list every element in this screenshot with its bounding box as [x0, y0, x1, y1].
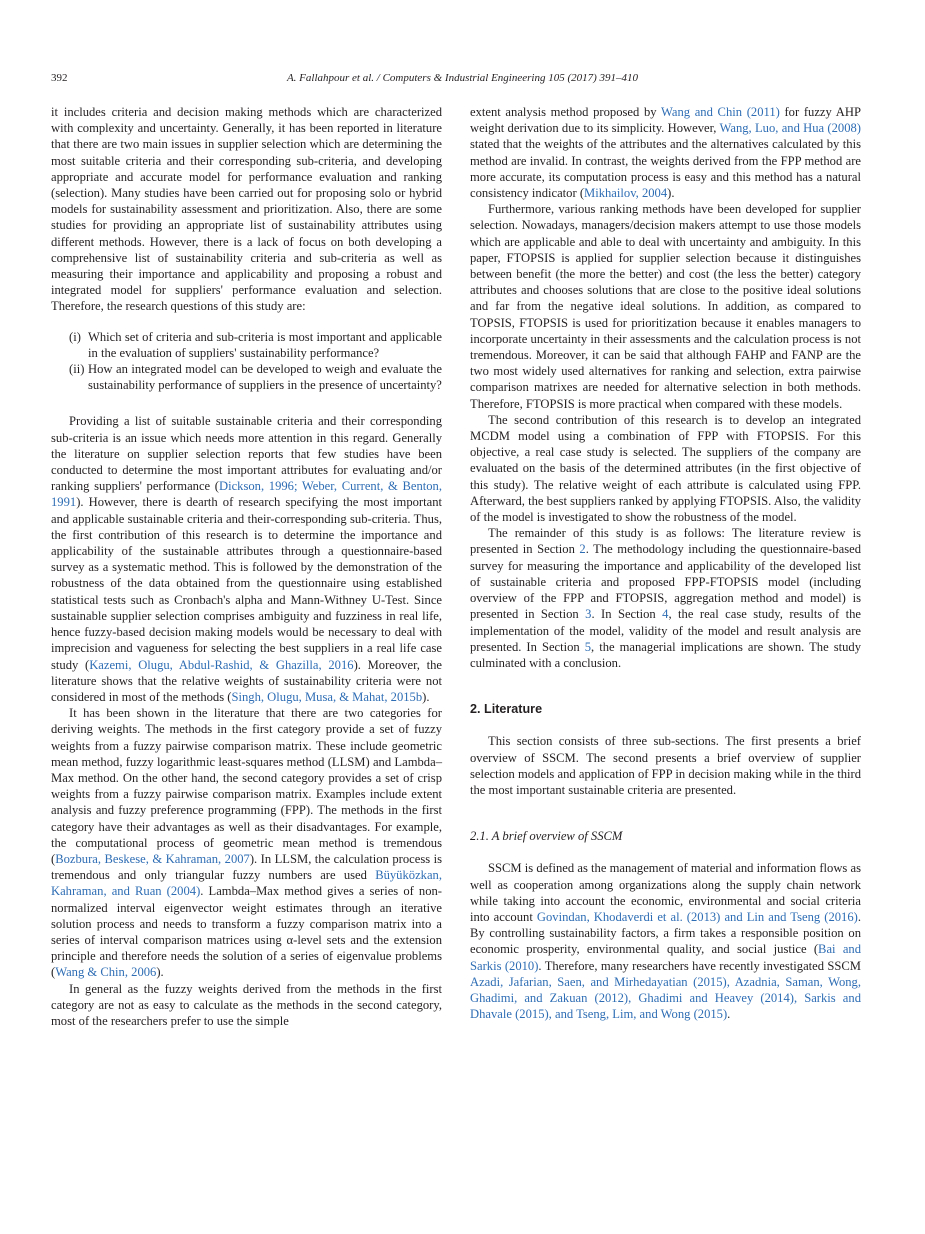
citation-link[interactable]: Bai and Sarkis (2010) [470, 942, 862, 973]
citation-link[interactable]: Büyüközkan, Kahraman, and Ruan (2004) [51, 868, 442, 899]
citation-link[interactable]: Kazemi, Olugu, Abdul-Rashid, & Ghazilla, 2016 [89, 657, 354, 672]
section-link[interactable]: 4 [662, 607, 669, 622]
research-questions [51, 329, 442, 394]
section-heading: 2. Literature [470, 702, 543, 717]
paragraph: Furthermore, various ranking methods have been developed for supplier selection. Nowadays, managers/decision makers attempt to use those models which are applicable and able to deal with uncertainty and ambiguity. In this paper, FTOPSIS is applied for supplier selection because it distinguishes between benefit (the more the better) and cost (the less the better) category attributes and chooses solutions that are close to the positive ideal solutions and far from the negative ideal solutions. In addition, as compared to TOPSIS, FTOPSIS is used for prioritization because it enables managers to incorporate uncertainty in their assessments and the calculation process is not tremendous. Moreover, it can be said that although FAHP and FANP are the two most widely used alternatives for ranking and selection, extra pairwise comparison matrixes are needed for alternative selection in both methods. Therefore, FTOPSIS is more practical when compared with these models. [470, 202, 861, 411]
paragraph: In general as the fuzzy weights derived from the methods in the first category are not as easy to calculate as the methods in the second category, most of the researchers prefer to use the simple [51, 981, 442, 1028]
paragraph: it includes criteria and decision making methods which are characterized with complexity and uncertainty. Generally, it has been reported in literature that there are two main issues in supplier selection which are determining the most suitable criteria and their corresponding sub-criteria, and developing appropriate and accurate model for performance evaluation and ranking (selection). Many studies have been carried out for proposing solo or hybrid models for sustainability assessment and prioritization. Also, there are some studies for providing an appropriate list of sustainability attributes using different methods. However, there is a lack of focus on both developing a comprehensive list of sustainability criteria and sub-criteria as well as measuring their importance and applicability and proposing a robust and integrated model for suppliers' performance evaluation and selection. Therefore, the research questions of this study are: [51, 105, 442, 314]
section-link[interactable]: 3 [585, 607, 592, 622]
citation-link[interactable]: Wang & Chin, 2006 [55, 965, 157, 980]
citation-link[interactable]: Wang and Chin (2011) [660, 105, 780, 119]
citation-link[interactable]: Azadi, Jafarian, Saen, and Mirhedayatian (2015), Azadnia, Saman, Wong, Ghadimi, and Zakuan (2012), Ghadimi and Heavey (2014), Sarkis and Dhavale (2015), and Tseng, Lim, and Wong (2015) [470, 974, 861, 1022]
paragraph: The remainder of this study is as follows: The literature review is presented in Section 2. The methodology including the questionnaire-based survey for measuring the importance and applicability of the developed list of sustainable criteria and proposed FPP-FTOPSIS model (including overview of the FPP and FTOPSIS, aggregation method and model) is presented in Section 3. In Section 4, the real case study, results of the implementation of the model, validity of the model and result analysis are presented. In Section 5, the managerial implications are shown. The study culminated with a conclusion. [470, 526, 861, 670]
paragraph: The second contribution of this research is to develop an integrated MCDM model using a combination of FPP with FTOPSIS. For this objective, a real case study is selected. The suppliers of the company are evaluated on the basis of the determined attributes (in the first objective of this study). The relative weight of each attribute is calculated using FPP. Afterward, the best suppliers ranked by applying FTOPSIS. Also, the validity of the model is investigated to show the robustness of the model. [470, 412, 861, 525]
citation-link[interactable]: Singh, Olugu, Musa, & Mahat, 2015b [231, 689, 423, 704]
paragraph: It has been shown in the literature that there are two categories for deriving weights. The methods in the first category provide a set of fuzzy weights from a fuzzy pairwise comparison matrix. These include geometric mean method, fuzzy logarithmic least-squares method (LLSM) and Lambda–Max method. On the other hand, the second category provides a set of crisp weights from a fuzzy pairwise comparison matrix. Examples include extent analysis and fuzzy preference programming (FPP). The methods in the first category have their advantages as well as their disadvantages. For example, the computational process of geometric mean method is tremendous (Bozbura, Beskese, & Kahraman, 2007). In LLSM, the calculation process is tremendous and only triangular fuzzy numbers are used Büyüközkan, Kahraman, and Ruan (2004). Lambda–Max method gives a series of non-normalized interval eigenvector weight estimates through an iterative solution process and needs to transform a fuzzy comparison matrix into a series of interval comparison matrices using α-level sets and the extension principle and therefore needs the solution of a series of eigenvalue problems (Wang & Chin, 2006). [51, 706, 442, 980]
paragraph: SSCM is defined as the management of material and information flows as well as cooperation among organizations along the supply chain network while taking into account the economic, environmental and social criteria into account Govindan, Khodaverdi et al. (2013) and Lin and Tseng (2016). By controlling sustainability factors, a firm takes a responsible position on economic prosperity, environmental quality, and social justice (Bai and Sarkis (2010). Therefore, many researchers have recently investigated SSCM Azadi, Jafarian, Saen, and Mirhedayatian (2015), Azadnia, Saman, Wong, Ghadimi, and Zakuan (2012), Ghadimi and Heavey (2014), Sarkis and Dhavale (2015), and Tseng, Lim, and Wong (2015). [470, 861, 862, 1022]
right-column [470, 104, 861, 1022]
paragraph: Providing a list of suitable sustainable criteria and their corresponding sub-criteria is an issue which needs more attention in this regard. Generally the literature on supplier selection reports that few studies have been conducted to determine the most important attributes for evaluating and/or ranking suppliers' performance (Dickson, 1996; Weber, Current, & Benton, 1991). However, there is dearth of research specifying the most important and applicable sustainable criteria and their-corresponding sub-criteria. Thus, the first contribution of this research is to determine the importance and applicability of the sustainable attributes through a questionnaire-based survey as a systematic method. This is followed by the demonstration of the robustness of the data obtained from the questionnaire using established statistical tests such as Cronbach's alpha and Mann-Withney U-Test. Since sustainable supplier selection comprises ambiguity and fuzziness in real life, hence fuzzy-based decision making models would be necessary to deal with imprecision and vagueness for selecting the best suppliers in a real life case study (Kazemi, Olugu, Abdul-Rashid, & Ghazilla, 2016). Moreover, the literature shows that the relative weights of sustainability criteria were not considered in most of the methods (Singh, Olugu, Musa, & Mahat, 2015b). [51, 414, 442, 704]
page-number: 392 [51, 72, 68, 84]
citation-link[interactable]: Bozbura, Beskese, & Kahraman, 2007 [55, 851, 250, 866]
list-item: (i) Which set of criteria and sub-criteria is most important and applicable in the evaluation of suppliers' sustainability performance? [69, 329, 442, 360]
running-head: A. Fallahpour et al. / Computers & Industrial Engineering 105 (2017) 391–410 [286, 72, 639, 84]
subsection-heading: 2.1. A brief overview of SSCM [470, 829, 623, 844]
section-link[interactable]: 2 [579, 542, 586, 557]
citation-link[interactable]: Dickson, 1996; Weber, Current, & Benton, 1991 [51, 479, 442, 510]
paragraph: This section consists of three sub-sections. The first presents a brief overview of SSCM. The second presents a brief overview of supplier selection models and application of FPP in decision making while in the third the most important sustainable criteria are presented. [470, 734, 861, 797]
citation-link[interactable]: Wang, Luo, and Hua (2008) [719, 121, 862, 136]
list-item: (ii) How an integrated model can be developed to weigh and evaluate the sustainability performance of suppliers in the presence of uncertainty? [69, 362, 442, 393]
left-column [51, 104, 442, 1029]
citation-link[interactable]: Mikhailov, 2004 [584, 186, 668, 201]
citation-link[interactable]: Govindan, Khodaverdi et al. (2013) and Lin and Tseng (2016) [536, 909, 858, 924]
section-link[interactable]: 5 [584, 639, 592, 654]
paragraph: extent analysis method proposed by Wang and Chin (2011) for fuzzy AHP weight derivation due to its simplicity. However, Wang, Luo, and Hua (2008) stated that the weights of the attributes and the alternatives calculated by this method are invalid. In contrast, the weights derived from the FPP method are more accurate, its computation process is easy and this method has a natural consistency indicator (Mikhailov, 2004). [470, 105, 862, 201]
